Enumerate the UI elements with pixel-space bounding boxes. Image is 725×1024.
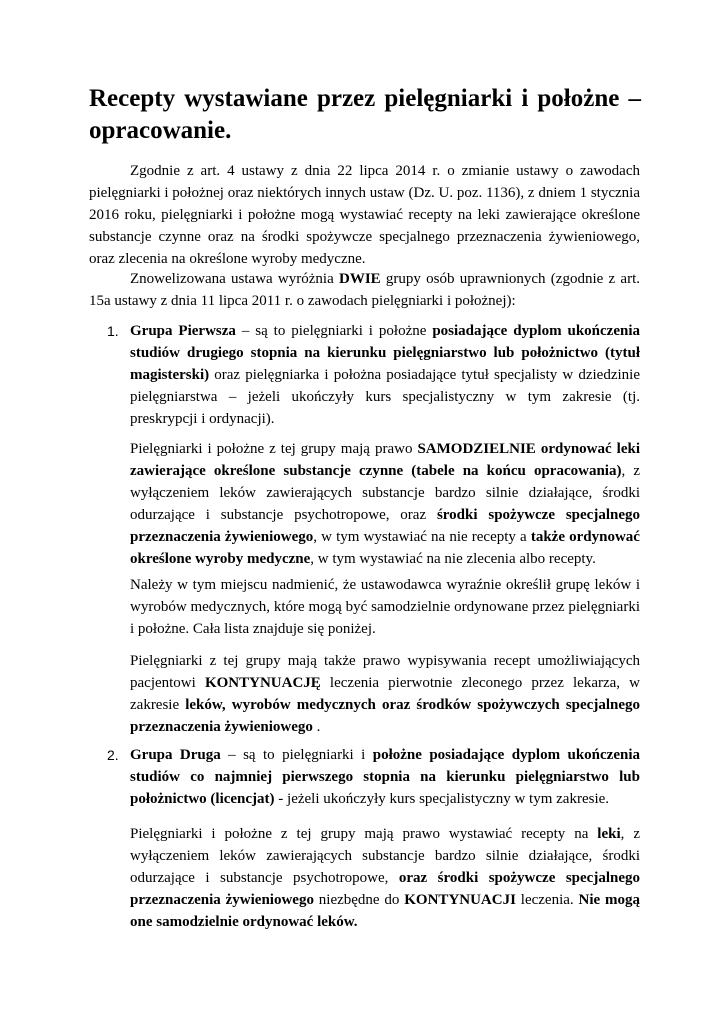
- group2-text: – są to pielęgniarki i: [220, 747, 373, 763]
- list-number-1: 1.: [107, 323, 119, 339]
- group2-text: niezbędne do: [313, 892, 405, 908]
- group1-text: .: [312, 719, 321, 735]
- group2-text: Pielęgniarki i położne z tej grupy mają prawo wystawiać recepty na: [130, 826, 598, 842]
- group1-paragraph-2: [130, 438, 640, 570]
- group1-text: , w tym wystawiać na nie zlecenia albo recepty.: [310, 551, 596, 567]
- intro-text-a: Znowelizowana ustawa wyróżnia: [130, 271, 339, 287]
- intro-text-c: grupy osób uprawnionych (zgodnie z art. 15a ustawy z dnia 11 lipca 2011 r. o zawodach pielęgniarki i położnej):: [89, 271, 640, 309]
- group1-text: , z wyłączeniem leków zawierających substancje bardzo silnie działające, środki odurzające i substancje psychotropowe, oraz: [130, 463, 640, 523]
- group2-bold-text: Nie mogą one samodzielnie ordynować leków.: [130, 892, 640, 930]
- intro-text-dwie: DWIE: [339, 271, 381, 287]
- group1-text: – są to pielęgniarki i położne: [235, 323, 433, 339]
- group2-bold-text: leki: [597, 826, 621, 842]
- group1-text: leczenia pierwotnie zleconego przez lekarza, w zakresie: [130, 675, 640, 713]
- intro-paragraph-1: Zgodnie z art. 4 ustawy z dnia 22 lipca 2014 r. o zmianie ustawy o zawodach pielęgniarki i położnej oraz niektórych innych ustaw (Dz. U. poz. 1136), z dniem 1 stycznia 2016 roku, pielęgniarki i położne mogą wystawiać recepty na leki zawierające określone substancje czynne oraz na środki spożywcze specjalnego przeznaczenia żywieniowego, oraz zlecenia na określone wyroby medyczne.: [89, 163, 640, 267]
- group1-text: Pielęgniarki z tej grupy mają także prawo wypisywania recept umożliwiających pacjentowi: [130, 653, 640, 691]
- group1-bold-text: środki spożywcze specjalnego przeznaczenia żywieniowego: [130, 507, 640, 545]
- group2-text: , z wyłączeniem leków zawierających substancje bardzo silnie działające, środki odurzające i substancje psychotropowe,: [130, 826, 640, 886]
- group2-paragraph-1: [130, 744, 640, 810]
- list-number-2: 2.: [107, 747, 119, 763]
- group1-bold-text: SAMODZIELNIE ordynować leki zawierające określone substancje czynne (tabele na końcu opracowania): [130, 441, 640, 479]
- group1-text: oraz pielęgniarka i położna posiadające tytuł specjalisty w dziedzinie pielęgniarstwa – jeżeli ukończyły kurs specjalistyczny w tym zakresie (tj. preskrypcji i ordynacji).: [130, 367, 640, 427]
- intro-paragraph-2: [89, 268, 640, 312]
- group2-bold-text: oraz środki spożywcze specjalnego przeznaczenia żywieniowego: [130, 870, 640, 908]
- group1-paragraph-3: Należy w tym miejscu nadmienić, że ustawodawca wyraźnie określił grupę leków i wyrobów medycznych, które mogą być samodzielnie ordynowane przez pielęgniarki i położne. Cała lista znajduje się poniżej.: [130, 577, 640, 637]
- group1-paragraph-4: [130, 650, 640, 738]
- group1-text: Pielęgniarki i położne z tej grupy mają prawo: [130, 441, 418, 457]
- group1-bold-text: posiadające dyplom ukończenia studiów drugiego stopnia na kierunku pielęgniarstwo lub położnictwo (tytuł magisterski): [130, 323, 641, 383]
- group1-bold-text: także ordynować określone wyroby medyczne: [130, 529, 640, 567]
- group2-bold-text: KONTYNUACJI: [404, 892, 516, 908]
- group1-heading: Grupa Pierwsza: [130, 323, 236, 339]
- group2-heading: Grupa Druga: [130, 747, 221, 763]
- group2-text: - jeżeli ukończyły kurs specjalistyczny w tym zakresie.: [274, 791, 610, 807]
- document-title: Recepty wystawiane przez pielęgniarki i położne – opracowanie.: [89, 85, 641, 144]
- group1-bold-text: KONTYNUACJĘ: [204, 675, 321, 691]
- group2-text: leczenia.: [515, 892, 579, 908]
- group1-paragraph-1: [130, 320, 640, 430]
- group2-bold-text: położne posiadające dyplom ukończenia studiów co najmniej pierwszego stopnia na kierunku pielęgniarstwo lub położnictwo (licencjat): [130, 747, 641, 807]
- group2-paragraph-2: [130, 823, 640, 933]
- group1-bold-text: leków, wyrobów medycznych oraz środków spożywczych specjalnego przeznaczenia żywieniowego: [130, 697, 640, 735]
- group1-text: , w tym wystawiać na nie recepty a: [313, 529, 531, 545]
